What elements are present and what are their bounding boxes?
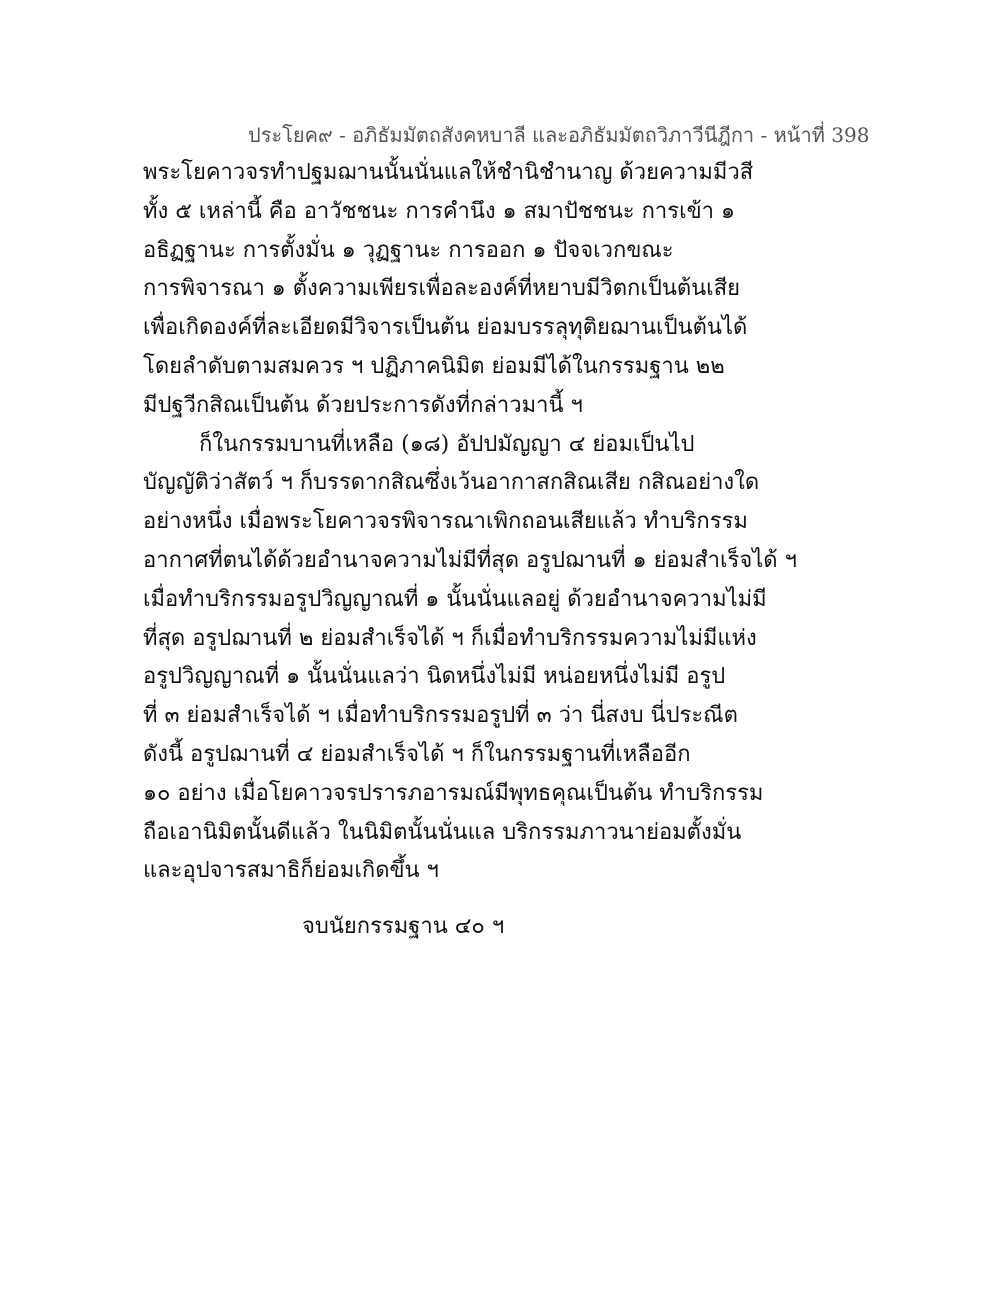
text-line-indented: ก็ในกรรมบานที่เหลือ (๑๘) อัปปมัญญา ๔ ย่อมเป็นไป (199, 431, 695, 457)
text-line: พระโยคาวจรทำปฐมฌานนั้นนั่นแลให้ชำนิชำนาญ ด้วยความมีวสี (143, 160, 754, 185)
text-line: การพิจารณา ๑ ตั้งความเพียรเพื่อละองค์ที่หยาบมีวิตกเป็นต้นเสีย (143, 276, 741, 302)
text-line: ๑๐ อย่าง เมื่อโยคาวจรปรารภอารมณ์มีพุทธคุณเป็นต้น ทำบริกรรม (143, 780, 764, 806)
text-line: บัญญัติว่าสัตว์ ฯ ก็บรรดากสิณซึ่งเว้นอากาสกสิณเสีย กสิณอย่างใด (143, 470, 760, 496)
text-line: ที่ ๓ ย่อมสำเร็จได้ ฯ เมื่อทำบริกรรมอรูปที่ ๓ ว่า นี่สงบ นี่ประณีต (143, 703, 738, 729)
text-line: ถือเอานิมิตนั้นดีแล้ว ในนิมิตนั้นนั่นแล บริกรรมภาวนาย่อมตั้งมั่น (143, 819, 742, 845)
text-line: ดังนี้ อรูปฌานที่ ๔ ย่อมสำเร็จได้ ฯ ก็ในกรรมฐานที่เหลืออีก (143, 741, 691, 767)
running-header: ประโยค๙ - อภิธัมมัตถสังคหบาลี และอภิธัมมัตถวิภาวีนีฎีกา - หน้าที่ 398 (248, 123, 870, 147)
text-line: โดยลำดับตามสมควร ฯ ปฏิภาคนิมิต ย่อมมีได้ในกรรมฐาน ๒๒ (143, 353, 725, 379)
text-line: และอุปจารสมาธิก็ย่อมเกิดขึ้น ฯ (143, 858, 439, 884)
text-line: เพื่อเกิดองค์ที่ละเอียดมีวิจารเป็นต้น ย่อมบรรลุทุติยฌานเป็นต้นได้ (143, 315, 748, 341)
text-line: ที่สุด อรูปฌานที่ ๒ ย่อมสำเร็จได้ ฯ ก็เมื่อทำบริกรรมความไม่มีแห่ง (143, 625, 757, 651)
section-closing-line: จบนัยกรรมฐาน ๔๐ ฯ (302, 914, 505, 939)
text-line: อรูปวิญญาณที่ ๑ นั้นนั่นแลว่า นิดหนึ่งไม่มี หน่อยหนึ่งไม่มี อรูป (143, 664, 726, 690)
paragraph-2 (143, 426, 863, 892)
paragraph-1 (143, 154, 863, 426)
body-text (143, 154, 863, 891)
text-line: อธิฏฐานะ การตั้งมั่น ๑ วุฏฐานะ การออก ๑ ปัจจเวกขณะ (143, 237, 674, 263)
text-line: เมื่อทำบริกรรมอรูปวิญญาณที่ ๑ นั้นนั่นแลอยู่ ด้วยอำนาจความไม่มี (143, 586, 767, 612)
text-line: ทั้ง ๕ เหล่านี้ คือ อาวัชชนะ การคำนึง ๑ สมาปัชชนะ การเข้า ๑ (143, 198, 735, 224)
text-line: อย่างหนึ่ง เมื่อพระโยคาวจรพิจารณาเพิกถอนเสียแล้ว ทำบริกรรม (143, 509, 748, 535)
text-line: มีปฐวีกสิณเป็นต้น ด้วยประการดังที่กล่าวมานี้ ฯ (143, 392, 583, 418)
text-line: อากาศที่ตนได้ด้วยอำนาจความไม่มีที่สุด อรูปฌานที่ ๑ ย่อมสำเร็จได้ ฯ (143, 547, 797, 573)
